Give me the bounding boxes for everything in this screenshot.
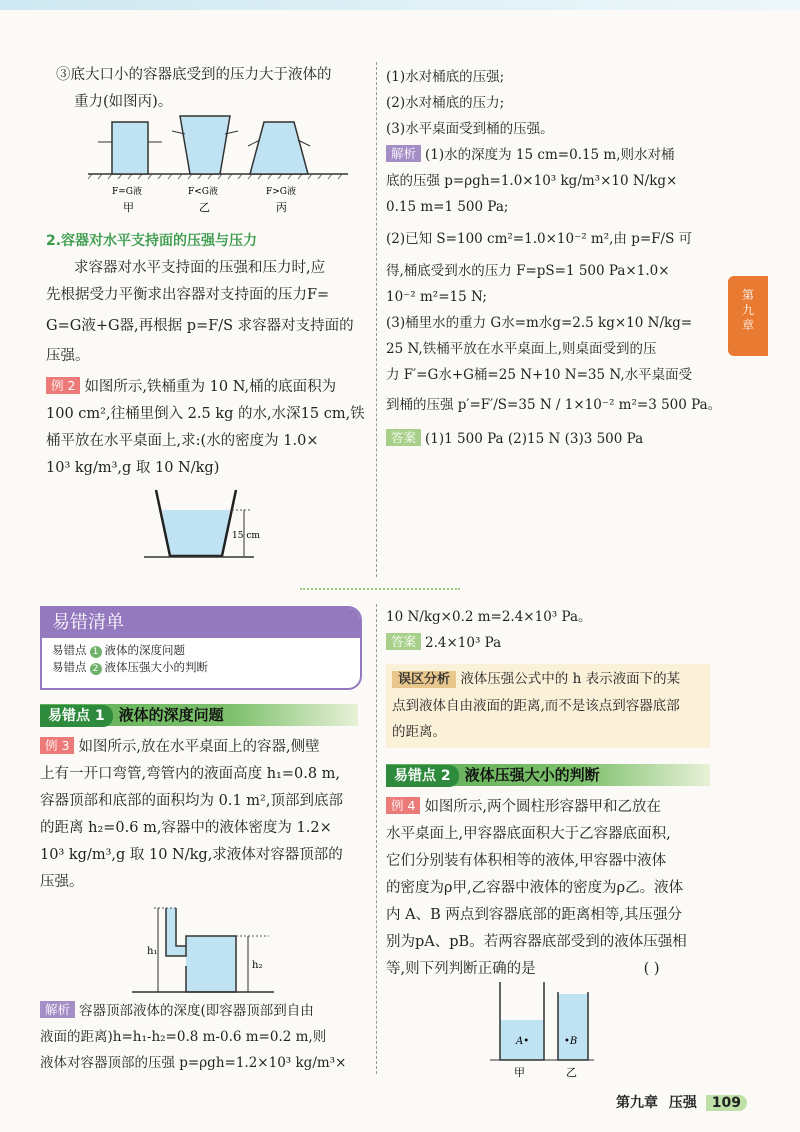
ex4-paren: ( ) <box>643 961 660 977</box>
a2-line3: 10⁻² m²=15 N; <box>386 289 487 305</box>
ex4-label: 例 4 <box>386 797 420 814</box>
left-section-2 <box>46 228 372 482</box>
a3-line1: (3)桶里水的重力 G水=m水g=2.5 kg×10 N/kg= <box>386 315 693 331</box>
fig-cyl-yi: 乙 <box>566 1066 577 1079</box>
an-line3: 液体对容器顶部的压强 p=ρgh=1.2×10³ kg/m³× <box>40 1055 347 1071</box>
a3-line2: 25 N,铁桶平放在水平桌面上,则桌面受到的压 <box>386 341 657 357</box>
fig-bing: 丙 <box>276 201 287 214</box>
ex4-line7: 等,则下列判断正确的是 <box>386 961 536 977</box>
footer-title: 压强 <box>668 1095 697 1111</box>
mistake-item1-num: 1 <box>90 646 102 658</box>
mistake-item2-num: 2 <box>90 663 102 675</box>
ex2-line4: 10³ kg/m³,g 取 10 N/kg) <box>46 460 220 476</box>
item3-line1: ③底大口小的容器底受到的压力大于液体的 <box>56 67 332 83</box>
point2-header <box>386 764 710 786</box>
point1-tag: 易错点 1 <box>40 705 113 727</box>
a3-line4: 到桶的压强 p′=F′/S=35 N / 1×10⁻² m²=3 500 Pa。 <box>386 397 722 413</box>
ex3-line4: 的距离 h₂=0.6 m,容器中的液体密度为 1.2× <box>40 820 332 836</box>
column-divider-bottom <box>376 604 377 1074</box>
ex2-line2: 100 cm²,往桶里倒入 2.5 kg 的水,水深15 cm,铁 <box>46 406 365 422</box>
ex3-line1: 如图所示,放在水平桌面上的容器,侧壁 <box>78 739 320 755</box>
a2-line1: (2)已知 S=100 cm²=1.0×10⁻² m²,由 p=F/S 可 <box>386 231 693 247</box>
fig-jia: 甲 <box>123 201 134 214</box>
p1-line3: G=G液+G器,再根据 p=F/S 求容器对支持面的 <box>46 318 354 334</box>
footer-chapter: 第九章 <box>616 1095 658 1111</box>
section-separator <box>300 588 460 590</box>
example4 <box>386 794 716 983</box>
err-line3: 的距离。 <box>392 724 446 740</box>
fig-jia-eq: F=G液 <box>112 187 142 197</box>
ex3-label: 例 3 <box>40 737 74 754</box>
heading-2: 2.容器对水平支持面的压强与压力 <box>46 233 258 249</box>
mistake-item2-prefix: 易错点 <box>52 660 87 674</box>
ex3-line5: 10³ kg/m³,g 取 10 N/kg,求液体对容器顶部的 <box>40 847 343 863</box>
right-top-column <box>386 64 722 452</box>
point2-tag: 易错点 2 <box>386 765 459 787</box>
left-top-column <box>56 62 372 116</box>
fig-yi: 乙 <box>199 201 210 214</box>
cont-line: 10 N/kg×0.2 m=2.4×10³ Pa。 <box>386 609 592 625</box>
column-divider <box>376 62 377 577</box>
p1-analysis-label: 解析 <box>40 1001 75 1018</box>
example3 <box>40 734 370 896</box>
err-tag: 误区分析 <box>392 671 456 688</box>
page-footer <box>616 1092 747 1112</box>
fig-cyl-jia: 甲 <box>514 1066 525 1079</box>
point1-title: 液体的深度问题 <box>118 706 224 724</box>
ex4-line4: 的密度为ρ甲,乙容器中液体的密度为ρ乙。液体 <box>386 880 684 896</box>
ex4-line3: 它们分别装有体积相等的液体,甲容器中液体 <box>386 853 667 869</box>
error-analysis-box <box>386 664 710 748</box>
ex4-line1: 如图所示,两个圆柱形容器甲和乙放在 <box>424 799 662 815</box>
page-number: 109 <box>706 1095 747 1111</box>
q2: (2)水对桶底的压力; <box>386 95 505 111</box>
mistake-list-box <box>40 606 362 690</box>
fig-h2: h₂ <box>252 960 263 971</box>
answer-label: 答案 <box>386 429 421 446</box>
a1-line2: 底的压强 p=ρgh=1.0×10³ kg/m³×10 N/kg× <box>386 173 678 189</box>
two-cylinders-figure <box>486 980 596 1080</box>
analysis-label: 解析 <box>386 145 421 162</box>
ex4-line2: 水平桌面上,甲容器底面积大于乙容器底面积, <box>386 826 671 842</box>
fig-yi-eq: F<G液 <box>188 187 218 197</box>
bucket-figure <box>140 482 300 562</box>
bent-tube-figure <box>124 900 284 1000</box>
fig-point-b: •B <box>564 1036 578 1047</box>
ex4-line5: 内 A、B 两点到容器底部的距离相等,其压强分 <box>386 907 682 923</box>
rb-answer-text: 2.4×10³ Pa <box>425 635 502 651</box>
answer-text: (1)1 500 Pa (2)15 N (3)3 500 Pa <box>425 431 644 447</box>
fig-point-a: A• <box>516 1036 530 1047</box>
ex2-line1: 如图所示,铁桶重为 10 N,桶的底面积为 <box>84 379 337 395</box>
mistake-list-item-2 <box>42 659 360 676</box>
point1-header <box>40 704 358 726</box>
ex2-line3: 桶平放在水平桌面上,求:(水的密度为 1.0× <box>46 433 319 449</box>
err-line2: 点到液体自由液面的距离,而不是该点到容器底部 <box>392 698 680 714</box>
p1-line1: 求容器对水平支持面的压强和压力时,应 <box>74 260 326 276</box>
mistake-list-item-1 <box>42 642 360 659</box>
a3-line3: 力 F′=G水+G桶=25 N+10 N=35 N,水平桌面受 <box>386 367 693 383</box>
q3: (3)水平桌面受到桶的压强。 <box>386 121 554 137</box>
mistake-list-title: 易错清单 <box>42 608 360 638</box>
chapter-tab <box>728 276 768 356</box>
p1-line2: 先根据受力平衡求出容器对支持面的压力F= <box>46 287 330 303</box>
mistake-item1-text: 液体的深度问题 <box>104 643 185 657</box>
top-band <box>0 0 800 10</box>
mistake-item2-text: 液体压强大小的判断 <box>104 660 208 674</box>
err-line1: 液体压强公式中的 h 表示液面下的某 <box>460 671 681 687</box>
right-bottom-column <box>386 604 716 656</box>
an-line2: 液面的距离)h=h₁-h₂=0.8 m-0.6 m=0.2 m,则 <box>40 1029 327 1045</box>
ex3-line3: 容器顶部和底部的面积均为 0.1 m²,顶部到底部 <box>40 793 343 809</box>
chapter-tab-text: 第九章 <box>741 288 754 332</box>
q1: (1)水对桶底的压强; <box>386 69 505 85</box>
point2-title: 液体压强大小的判断 <box>464 766 600 784</box>
ex3-line6: 压强。 <box>40 874 84 890</box>
bucket-depth-label: 15 cm <box>232 531 260 541</box>
ex4-line6: 别为pA、pB。若两容器底部受到的液体压强相 <box>386 934 687 950</box>
p1-line4: 压强。 <box>46 348 90 364</box>
a1-line3: 0.15 m=1 500 Pa; <box>386 199 509 215</box>
rb-answer-label: 答案 <box>386 633 421 650</box>
mistake-item1-prefix: 易错点 <box>52 643 87 657</box>
container-shapes-figure <box>88 112 358 224</box>
fig-h1: h₁ <box>147 946 158 957</box>
a1-line1: (1)水的深度为 15 cm=0.15 m,则水对桶 <box>425 147 675 163</box>
item3-line2: 重力(如图丙)。 <box>74 94 173 110</box>
fig-bing-eq: F>G液 <box>266 187 296 197</box>
a2-line2: 得,桶底受到水的压力 F=pS=1 500 Pa×1.0× <box>386 263 670 279</box>
ex3-line2: 上有一开口弯管,弯管内的液面高度 h₁=0.8 m, <box>40 766 341 782</box>
ex2-label: 例 2 <box>46 377 80 394</box>
an-line1: 容器顶部液体的深度(即容器顶部到自由 <box>79 1003 314 1019</box>
point1-analysis <box>40 998 372 1076</box>
